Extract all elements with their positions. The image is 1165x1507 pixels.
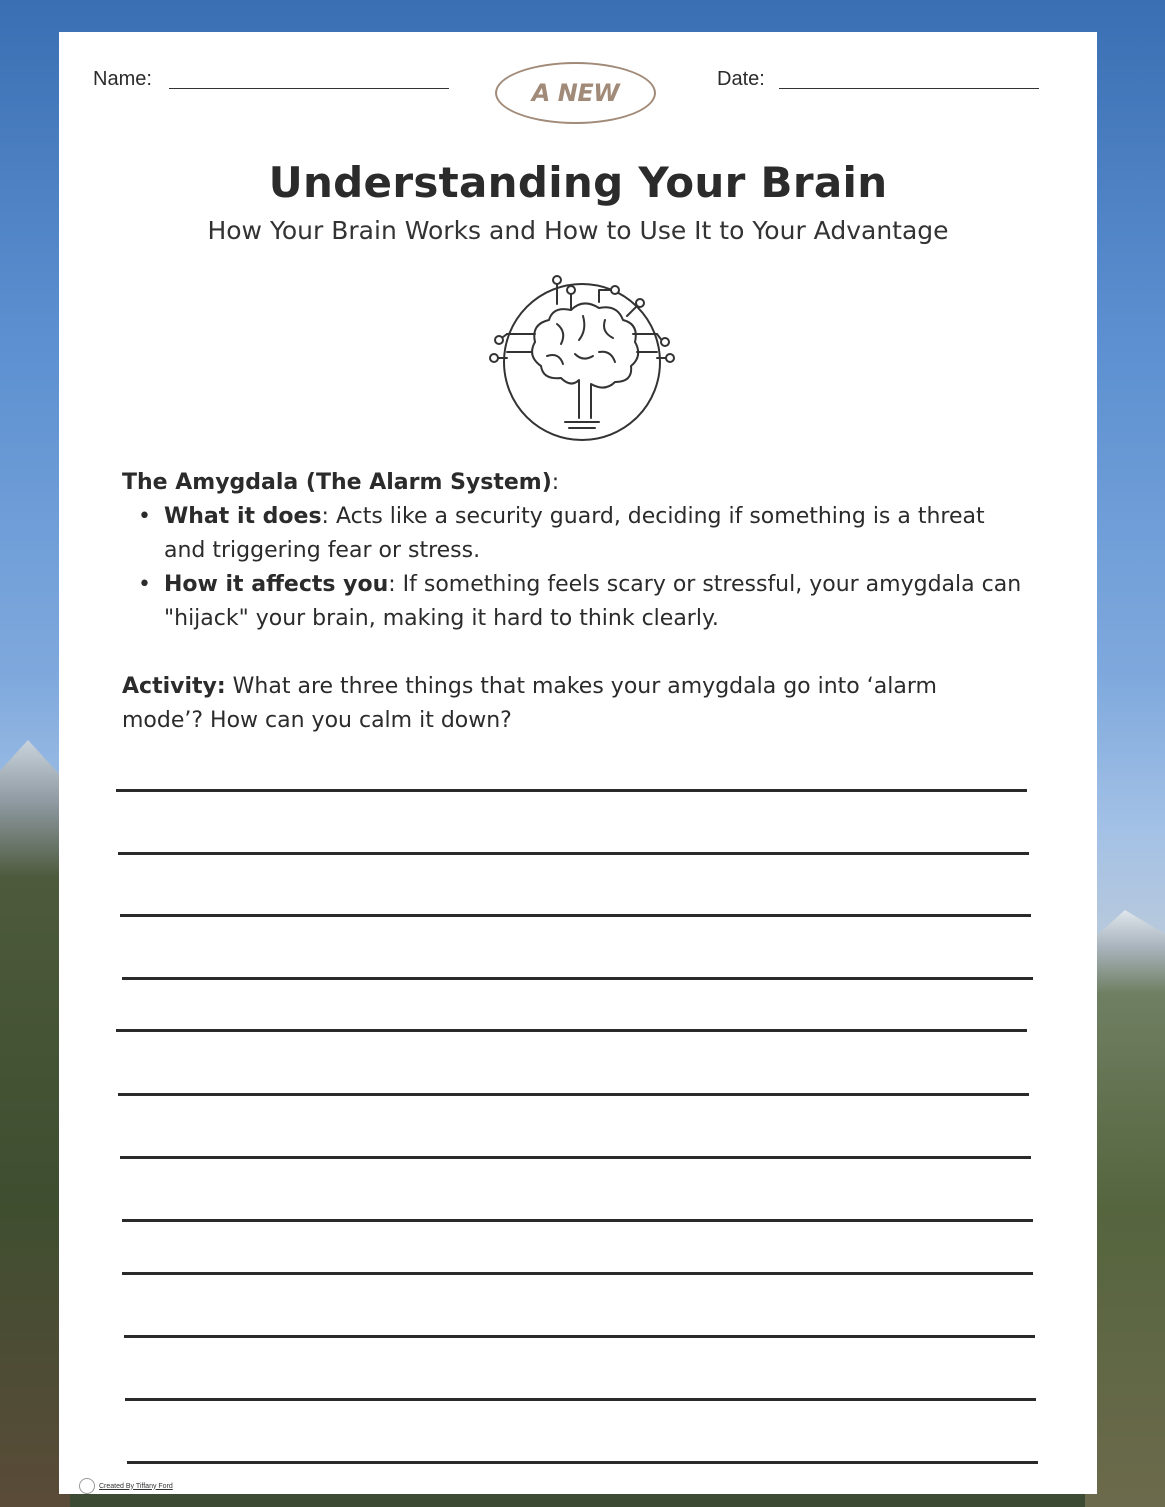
date-field[interactable] xyxy=(779,88,1039,89)
answer-line[interactable] xyxy=(120,1156,1031,1159)
answer-line[interactable] xyxy=(122,1272,1033,1275)
answer-line[interactable] xyxy=(124,1335,1035,1338)
activity-question: What are three things that makes your amygdala go into ‘alarm mode’? How can you calm it down? xyxy=(122,674,937,733)
answer-line[interactable] xyxy=(125,1398,1036,1401)
brain-circuit-icon xyxy=(487,272,677,442)
section-heading-text: The Amygdala (The Alarm System) xyxy=(122,470,552,495)
activity-prompt xyxy=(122,670,1022,738)
bullet-label: How it affects you xyxy=(164,572,389,597)
creator-logo-icon xyxy=(79,1478,95,1494)
answer-line[interactable] xyxy=(120,914,1031,917)
anew-logo xyxy=(495,62,656,124)
bullet-text: : Acts like a security guard, deciding if something is a threat and triggering fear or stress. xyxy=(164,504,985,563)
activity-label: Activity: xyxy=(122,674,226,699)
name-label: Name: xyxy=(93,68,152,90)
answer-line[interactable] xyxy=(116,789,1027,792)
logo-text: A NEW xyxy=(531,79,620,107)
worksheet-page xyxy=(59,32,1097,1494)
mountain-right xyxy=(1085,910,1165,1507)
page-title: Understanding Your Brain xyxy=(268,158,888,207)
list-item xyxy=(122,568,1022,636)
name-field[interactable] xyxy=(169,88,449,89)
bullet-label: What it does xyxy=(164,504,322,529)
section-heading xyxy=(122,466,1022,500)
amygdala-bullets xyxy=(122,500,1022,636)
answer-line[interactable] xyxy=(116,1029,1027,1032)
credit-text[interactable]: Created By Tiffany Ford xyxy=(99,1482,173,1490)
footer-credit xyxy=(79,1478,173,1494)
section-heading-colon: : xyxy=(551,470,560,495)
answer-line[interactable] xyxy=(127,1461,1038,1464)
answer-line[interactable] xyxy=(122,1219,1033,1222)
page-subtitle: How Your Brain Works and How to Use It to Your Advantage xyxy=(207,216,949,245)
answer-line[interactable] xyxy=(122,977,1033,980)
answer-line[interactable] xyxy=(118,1093,1029,1096)
date-label: Date: xyxy=(717,68,765,90)
bullet-text: : If something feels scary or stressful, your amygdala can "hijack" your brain, making it hard to think clearly. xyxy=(164,572,1022,631)
list-item xyxy=(122,500,1022,568)
answer-line[interactable] xyxy=(118,852,1029,855)
